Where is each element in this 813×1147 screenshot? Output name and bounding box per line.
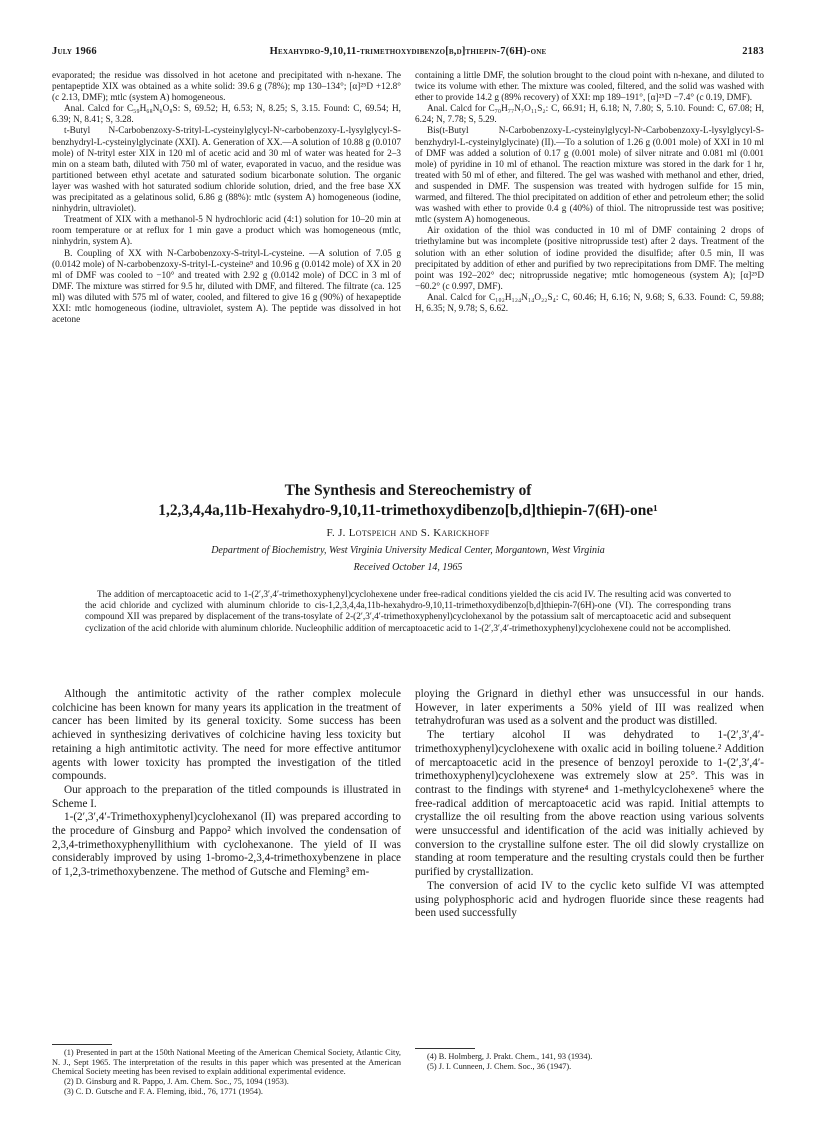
footnote: (1) Presented in part at the 150th National Meeting of the American Chemical Society, Atlantic City, N. J., Sept 1965. The interpretation of the results in this paper which was presented at the American Chemical Society meeting has been revised to explain additional experimental evidence. xyxy=(52,1048,401,1077)
paragraph: containing a little DMF, the solution brought to the cloud point with n-hexane, and diluted to twice its volume with ether. The mixture was cooled, filtered, and the solid was washed with ether to provide 14.2 g (89% recovery) of XXI: mp 189–191°, [α]²⁵D −7.4° (c 0.19, DMF). xyxy=(415,71,764,104)
header-page-number: 2183 xyxy=(742,46,764,57)
paragraph: Anal. Calcd for C₅₉H₆₈N₆O₈S: S, 69.52; H, 6.53; N, 8.25; S, 3.15. Found: C, 69.54; H, 6.39; N, 8.41; S, 3.28. xyxy=(52,104,401,126)
article-title-block xyxy=(52,481,764,573)
paragraph: Anal. Calcd for C₇₀H₇₇N₇O₁₁S₂: C, 66.91; H, 6.18; N, 7.80; S, 5.10. Found: C, 67.08; H, 6.24; N, 7.78; S, 5.29. xyxy=(415,104,764,126)
footnote: (2) D. Ginsburg and R. Pappo, J. Am. Chem. Soc., 75, 1094 (1953). xyxy=(64,1077,289,1087)
previous-article-left-column xyxy=(52,71,401,326)
article-title-line-2: 1,2,3,4,4a,11b-Hexahydro-9,10,11-trimethoxydibenzo[b,d]thiepin-7(6H)-one¹ xyxy=(158,502,658,519)
paragraph: B. Coupling of XX with N-Carbobenzoxy-S-trityl-L-cysteine. —A solution of 7.05 g (0.0142 mole) of N-carbobenzoxy-S-trityl-L-cysteine⁹ and 10.96 g (0.0142 mole) of XX in 20 ml of DMF was cooled to −10° and treated with 2.92 g (0.0142 mole) of DCC in 3 ml of DMF. The mixture was stirred for 9.5 hr, diluted with DMF, and filtered. The filtrate (ca. 125 ml) was diluted with 575 ml of water, cooled, and filtered to give 16 g (90%) of hexapeptide XXI: mtlc homogeneous (iodine, ultraviolet, system A). The peptide was dissolved in hot acetone xyxy=(52,248,401,326)
paragraph: The conversion of acid IV to the cyclic keto sulfide VI was attempted using polyphosphoric acid and hydrogen fluoride since these reagents had been used successfully xyxy=(415,879,764,920)
paragraph: Treatment of XIX with a methanol-5 N hydrochloric acid (4:1) solution for 10–20 min at room temperature or at reflux for 1 min gave a product which was homogeneous (mtlc, ninhydrin, system A). xyxy=(52,215,401,248)
authors: F. J. Lotspeich and S. Karickhoff xyxy=(326,527,490,539)
running-header xyxy=(52,46,764,62)
paragraph: evaporated; the residue was dissolved in hot acetone and precipitated with n-hexane. The pentapeptide XIX was obtained as a white solid: 39.6 g (78%); mp 130–134°; [α]²⁵D +12.8° (c 2.13, DMF); mtlc (system A) homogeneous. xyxy=(52,71,401,104)
paragraph: 1-(2′,3′,4′-Trimethoxyphenyl)cyclohexanol (II) was prepared according to the procedure of Ginsburg and Pappo² which involved the condensation of 2,3,4-trimethoxyphenyllithium with cyclohexanone. The yield of II was considerably improved by using 1-bromo-2,3,4-trimethoxybenzene in place of 1,2,3-trimethoxybenzene. The method of Gutsche and Fleming³ em- xyxy=(52,811,401,879)
article-title-line-1: The Synthesis and Stereochemistry of xyxy=(284,482,532,499)
paragraph: Bis(t-Butyl N-Carbobenzoxy-L-cysteinylglycyl-Nᵋ-Carbobenzoxy-L-lysylglycyl-S-benzhydryl-L-cysteinylglycinate) (II).—To a solution of 1.26 g (0.001 mole) of XXI in 10 ml of DMF was added a solution of 0.17 g (0.001 mole) of silver nitrate and 0.081 ml (0.001 mole) of pyridine in 10 ml of ethanol. The reaction mixture was stored in the dark for 1 hr, treated with 50 ml of ether, and filtered. The gel was washed with methanol and ether, dried, and suspended in DMF. The suspension was treated with hydrogen sulfide for 15 min, warmed, and filtered. The thiol precipitated on addition of ether and petroleum ether; the solid was washed with ether to provide 0.4 g (40%) of thiol. The nitroprusside test was positive; mtlc (system A) homogeneous. xyxy=(415,126,764,226)
abstract: The addition of mercaptoacetic acid to 1-(2′,3′,4′-trimethoxyphenyl)cyclohexene under free-radical conditions yielded the cis acid IV. The resulting acid was converted to the acid chloride and cyclized with aluminum chloride to cis-1,2,3,4,4a,11b-hexahydro-9,10,11-trimethoxydibenzo[b,d]thiepin-7(6H)-one (VI). The corresponding trans compound XII was prepared by displacement of the trans-tosylate of 2-(2′,3′,4′-trimethoxyphenyl)cyclohexanol by the potassium salt of mercaptoacetic acid and subsequent cyclization of the acid chloride with aluminum chloride. Nucleophilic addition of mercaptoacetic acid to 1-(2′,3′,4′-trimethoxyphenyl)cyclohexene could not be accomplished. xyxy=(85,590,731,634)
body-right-column xyxy=(415,688,764,921)
footnote: (5) J. I. Cunneen, J. Chem. Soc., 36 (1947). xyxy=(427,1061,572,1071)
footnotes-left xyxy=(52,1048,401,1097)
body-left-column xyxy=(52,688,401,880)
paragraph: ploying the Grignard in diethyl ether was unsuccessful in our hands. However, in later experiments a 50% yield of III was realized when tetrahydrofuran was used as a solvent and the product was distilled. xyxy=(415,688,764,728)
paragraph: Anal. Calcd for C₁₀₂H₁₂₄N₁₄O₂₂S₄: C, 60.46; H, 6.16; N, 9.68; S, 6.33. Found: C, 59.88; H, 6.35; N, 9.78; S, 6.62. xyxy=(415,292,764,314)
footnote: (4) B. Holmberg, J. Prakt. Chem., 141, 93 (1934). xyxy=(427,1052,593,1061)
header-date: July 1966 xyxy=(52,46,97,57)
received-date: Received October 14, 1965 xyxy=(353,562,463,573)
footnote-rule-right xyxy=(415,1048,475,1049)
footnote-rule-left xyxy=(52,1044,112,1045)
paragraph: Although the antimitotic activity of the rather complex molecule colchicine has been known for many years its application in the treatment of cancer has been limited by its general toxicity. Some success has been achieved in synthesizing derivatives of colchicine having less toxicity but retaining a high antimitotic activity. The need for more effective antitumor agents with lower toxicity has prompted the investigation of the titled compounds. xyxy=(52,688,401,783)
affiliation: Department of Biochemistry, West Virginia University Medical Center, Morgantown, West Virginia xyxy=(211,545,605,556)
footnote: (3) C. D. Gutsche and F. A. Fleming, ibid., 76, 1771 (1954). xyxy=(64,1086,263,1096)
paragraph: t-Butyl N-Carbobenzoxy-S-trityl-L-cysteinylglycyl-Nᵋ-carbobenzoxy-L-lysylglycyl-S-benzhydryl-L-cysteinylglycinate (XXI). A. Generation of XX.—A solution of 10.88 g (0.0107 mole) of N-trityl ester XIX in 120 ml of acetic acid and 30 ml of water was heated for 2–3 min on a steam bath, diluted with 750 ml of water, evaporated in vacuo, and the residue was partitioned between ethyl acetate and saturated sodium bicarbonate solution. The organic layer was washed with hot saturated sodium chloride solution, dried, and the free base XX was precipitated as a gelatinous solid, 6.86 g (88%): mtlc (system A) homogeneous (iodine, ninhydrin, ultraviolet). xyxy=(52,126,401,215)
paragraph: The tertiary alcohol II was dehydrated to 1-(2′,3′,4′-trimethoxyphenyl)cyclohexene with oxalic acid in boiling toluene.² Addition of mercaptoacetic acid in the presence of benzoyl peroxide to 1-(2′,3′,4′-trimethoxyphenyl)cyclohexene was extremely slow at 25°. This was in contrast to the findings with styrene⁴ and 1-methylcyclohexene⁵ where the free-radical addition of mercaptoacetic acid was rapid. Initial attempts to crystallize the oil resulting from the above reaction using various solvents were unsuccessful and identification of the acid was initially achieved by conversion to the crystalline sulfone ester. The oil did slowly crystallize on standing at room temperature and the resulting crystals could then be further purified by crystallization. xyxy=(415,729,764,879)
footnotes-right xyxy=(415,1052,764,1071)
header-running-title: Hexahydro-9,10,11-trimethoxydibenzo[b,d]thiepin-7(6H)-one xyxy=(269,46,547,57)
paragraph: Air oxidation of the thiol was conducted in 10 ml of DMF containing 2 drops of triethylamine but was incomplete (positive nitroprusside test) after 2 days. Treatment of the solution with an ether solution of iodine provided the disulfide; after 0.5 min, II was precipitated by addition of ether and purified by two reprecipitations from DMF. The melting point was 192–202° dec; nitroprusside negative; mtlc homogeneous (system A); [α]²⁵D −60.2° (c 0.997, DMF). xyxy=(415,226,764,292)
previous-article-right-column xyxy=(415,71,764,315)
paragraph: Our approach to the preparation of the titled compounds is illustrated in Scheme I. xyxy=(52,783,401,810)
